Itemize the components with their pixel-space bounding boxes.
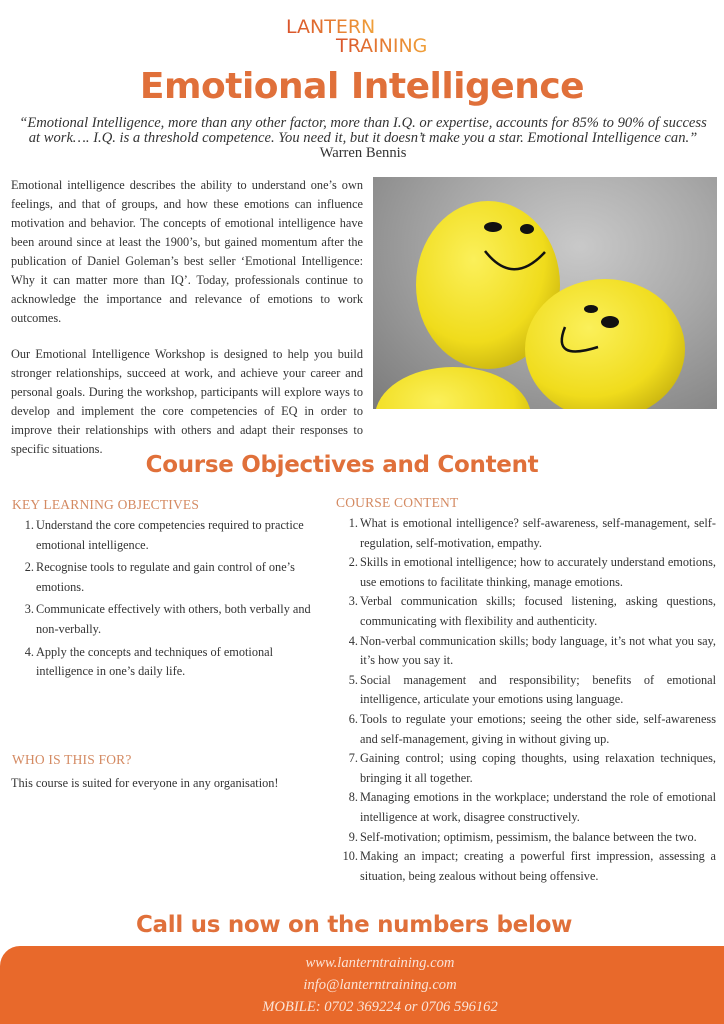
item-text: Managing emotions in the workplace; understand the role of emotional intelligence at work, disagree constructively.: [360, 790, 716, 824]
lantern-training-logo: [284, 14, 444, 54]
list-item: [12, 643, 312, 682]
item-number: 1.: [24, 518, 34, 532]
list-item: [336, 514, 716, 553]
item-text: Social management and responsibility; benefits of emotional intelligence, articulate your emotions using language.: [360, 672, 716, 707]
item-number: 2.: [348, 555, 358, 570]
balloon-bottom: [375, 367, 531, 409]
email-link[interactable]: info@lanterntraining.com: [303, 977, 457, 993]
smiley-balloons-photo: [373, 177, 717, 409]
logo-line1: LANTERN: [286, 16, 376, 38]
call-to-action: Call us now on the numbers below: [135, 912, 573, 938]
item-number: 2.: [24, 560, 34, 575]
list-item: [336, 632, 716, 671]
contact-footer: [0, 946, 724, 1024]
item-text: What is emotional intelligence? self-awareness, self-management, self-regulation, self-motivation, empathy.: [360, 516, 716, 550]
item-text: Communicate effectively with others, both verbally and non-verbally.: [36, 602, 311, 636]
list-item: [12, 558, 312, 597]
item-text: Apply the concepts and techniques of emotional intelligence in one’s daily life.: [36, 644, 273, 679]
intro-text: [11, 176, 363, 476]
list-item: [336, 828, 716, 848]
item-number: 1.: [348, 516, 358, 530]
item-text: Verbal communication skills; focused listening, asking questions, communicating with flexibility and authenticity.: [360, 594, 716, 628]
intro-paragraph: Our Emotional Intelligence Workshop is designed to help you build stronger relationships, succeed at work, and achieve your career and personal goals. During the workshop, participants will explore ways to develop and implement the core competencies of EQ in order to improve their relationships with others and adapt their responses to specific situations.: [11, 347, 363, 456]
item-number: 7.: [348, 751, 358, 766]
list-item: [12, 600, 312, 639]
item-text: Recognise tools to regulate and gain control of one’s emotions.: [36, 560, 295, 594]
item-number: 10.: [342, 849, 358, 864]
list-item: [336, 553, 716, 592]
list-item: [336, 788, 716, 827]
section-title: Course Objectives and Content: [145, 452, 539, 478]
who-text: This course is suited for everyone in any organisation!: [11, 776, 279, 790]
page-title: Emotional Intelligence: [139, 66, 585, 107]
mobile-numbers: MOBILE: 0702 369224 or 0706 596162: [262, 999, 498, 1015]
intro-paragraph: Emotional intelligence describes the ability to understand one’s own feelings, and that of groups, and how these emotions can influence motivation and behavior. The concepts of emotional intelligence have been around since at least the 1900’s, but gained momentum after the publication of Daniel Goleman’s best seller ‘Emotional Intelligence: Why it can matter more than IQ’. Today, professionals continue to acknowledge the importance and relevance of emotions to work outcomes.: [11, 178, 363, 325]
list-item: [336, 592, 716, 631]
item-text: Tools to regulate your emotions; seeing the other side, self-awareness and self-management, giving in without giving up.: [360, 711, 716, 746]
item-text: Skills in emotional intelligence; how to accurately understand emotions, use emotions to facilitate thinking, manage emotions.: [360, 555, 716, 589]
quote-author: Warren Bennis: [319, 145, 407, 161]
quote-block: [18, 116, 708, 161]
key-objectives-heading: KEY LEARNING OBJECTIVES: [12, 497, 200, 512]
list-item: [336, 847, 716, 886]
item-number: 6.: [348, 711, 358, 726]
item-text: Making an impact; creating a powerful first impression, assessing a situation, being zealous without being offensive.: [360, 849, 716, 883]
item-text: Gaining control; using coping thoughts, using relaxation techniques, bringing it all together.: [360, 751, 716, 785]
item-number: 4.: [348, 633, 358, 648]
list-item: [336, 749, 716, 788]
item-text: Self-motivation; optimism, pessimism, the balance between the two.: [360, 829, 697, 844]
who-heading: WHO IS THIS FOR?: [12, 752, 132, 767]
course-content-heading: COURSE CONTENT: [336, 495, 459, 510]
quote-text: “Emotional Intelligence, more than any other factor, more than I.Q. or expertise, accounts for 85% to 90% of success at work…. I.Q. is a threshold competence. You need it, but it doesn’t make you a star. Emotional Intelligence can.”: [19, 115, 707, 146]
item-text: Non-verbal communication skills; body language, it’s not what you say, it’s how you say it.: [360, 633, 716, 668]
key-objectives-list: [12, 516, 312, 685]
course-content-list: [336, 514, 716, 886]
item-number: 3.: [24, 602, 34, 617]
website-link[interactable]: www.lanterntraining.com: [305, 955, 455, 971]
item-text: Understand the core competencies required to practice emotional intelligence.: [36, 518, 304, 552]
list-item: [336, 710, 716, 749]
item-number: 9.: [348, 829, 358, 844]
list-item: [12, 516, 312, 555]
item-number: 5.: [348, 672, 358, 687]
logo-line2: TRAINING: [336, 35, 428, 54]
item-number: 3.: [348, 594, 358, 609]
item-number: 8.: [348, 790, 358, 805]
item-number: 4.: [24, 644, 34, 659]
list-item: [336, 671, 716, 710]
